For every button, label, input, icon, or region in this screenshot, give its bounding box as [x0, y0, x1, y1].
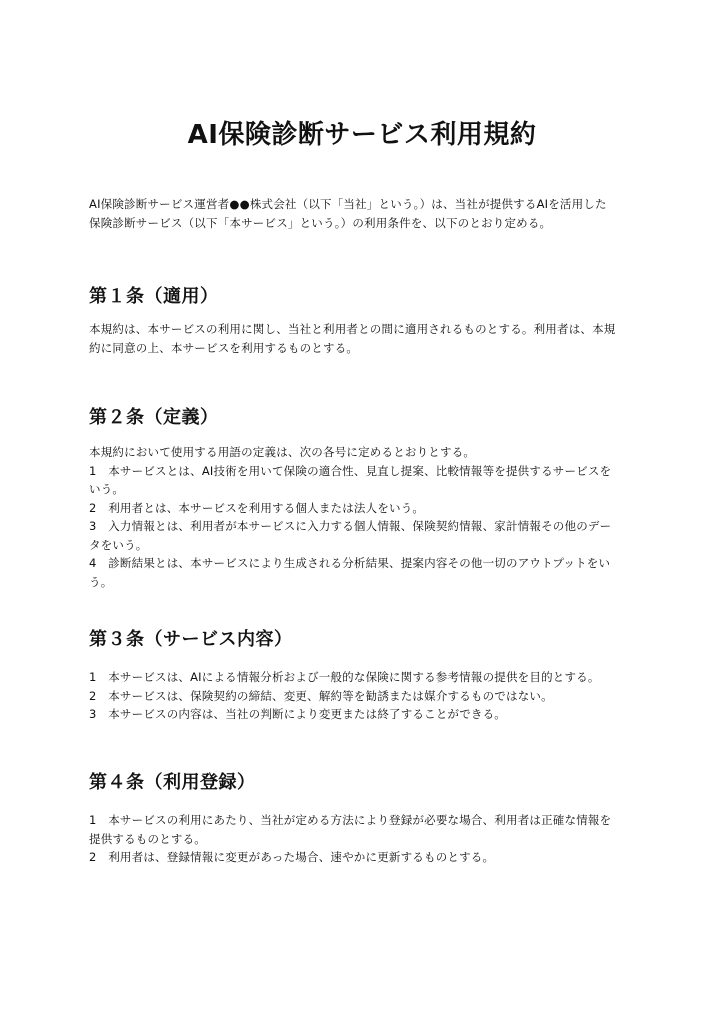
article-2-heading: 第２条（定義）: [89, 407, 219, 428]
intro-paragraph: [89, 195, 649, 232]
article-3-body: [89, 668, 649, 724]
article-3-heading: 第３条（サービス内容）: [89, 629, 293, 650]
article-line: 2 利用者は、登録情報に変更があった場合、速やかに更新するものとする。: [89, 850, 495, 864]
intro-line: 保険診断サービス（以下「本サービス」という。）の利用条件を、以下のとおり定める。: [89, 215, 552, 230]
article-2-body: [89, 443, 649, 591]
article-line: う。: [89, 574, 113, 589]
article-line: 本規約において使用する用語の定義は、次の各号に定めるとおりとする。: [89, 445, 476, 459]
article-line: 提供するものとする。: [89, 831, 206, 846]
article-line: 本規約は、本サービスの利用に関し、当社と利用者との間に適用されるものとする。利用者は、本規: [89, 322, 616, 336]
article-line: 3 入力情報とは、利用者が本サービスに入力する個人情報、保険契約情報、家計情報その他のデー: [89, 519, 612, 533]
article-4-heading: 第４条（利用登録）: [89, 772, 256, 793]
article-1-heading: 第１条（適用）: [89, 286, 219, 307]
article-line: 約に同意の上、本サービスを利用するものとする。: [89, 340, 359, 355]
article-line: 1 本サービスとは、AI技術を用いて保険の適合性、見直し提案、比較情報等を提供するサービスを: [89, 463, 612, 478]
article-line: 1 本サービスは、AIによる情報分析および一般的な保険に関する参考情報の提供を目的とする。: [89, 670, 600, 684]
article-line: 4 診断結果とは、本サービスにより生成される分析結果、提案内容その他一切のアウトプットをい: [89, 556, 611, 570]
article-line: いう。: [89, 482, 125, 496]
document-title: AI保険診断サービス利用規約: [187, 120, 537, 150]
article-line: 3 本サービスの内容は、当社の判断により変更または終了することができる。: [89, 707, 507, 721]
intro-line: AI保険診断サービス運営者●●株式会社（以下「当社」という。）は、当社が提供するAIを活用した: [89, 197, 607, 211]
article-line: 2 本サービスは、保険契約の締結、変更、解約等を勧誘または媒介するものではない。: [89, 688, 553, 703]
article-1-body: [89, 320, 649, 357]
article-line: タをいう。: [89, 537, 148, 552]
article-line: 1 本サービスの利用にあたり、当社が定める方法により登録が必要な場合、利用者は正確な情報を: [89, 813, 612, 827]
article-4-body: [89, 811, 649, 867]
article-line: 2 利用者とは、本サービスを利用する個人または法人をいう。: [89, 500, 425, 515]
